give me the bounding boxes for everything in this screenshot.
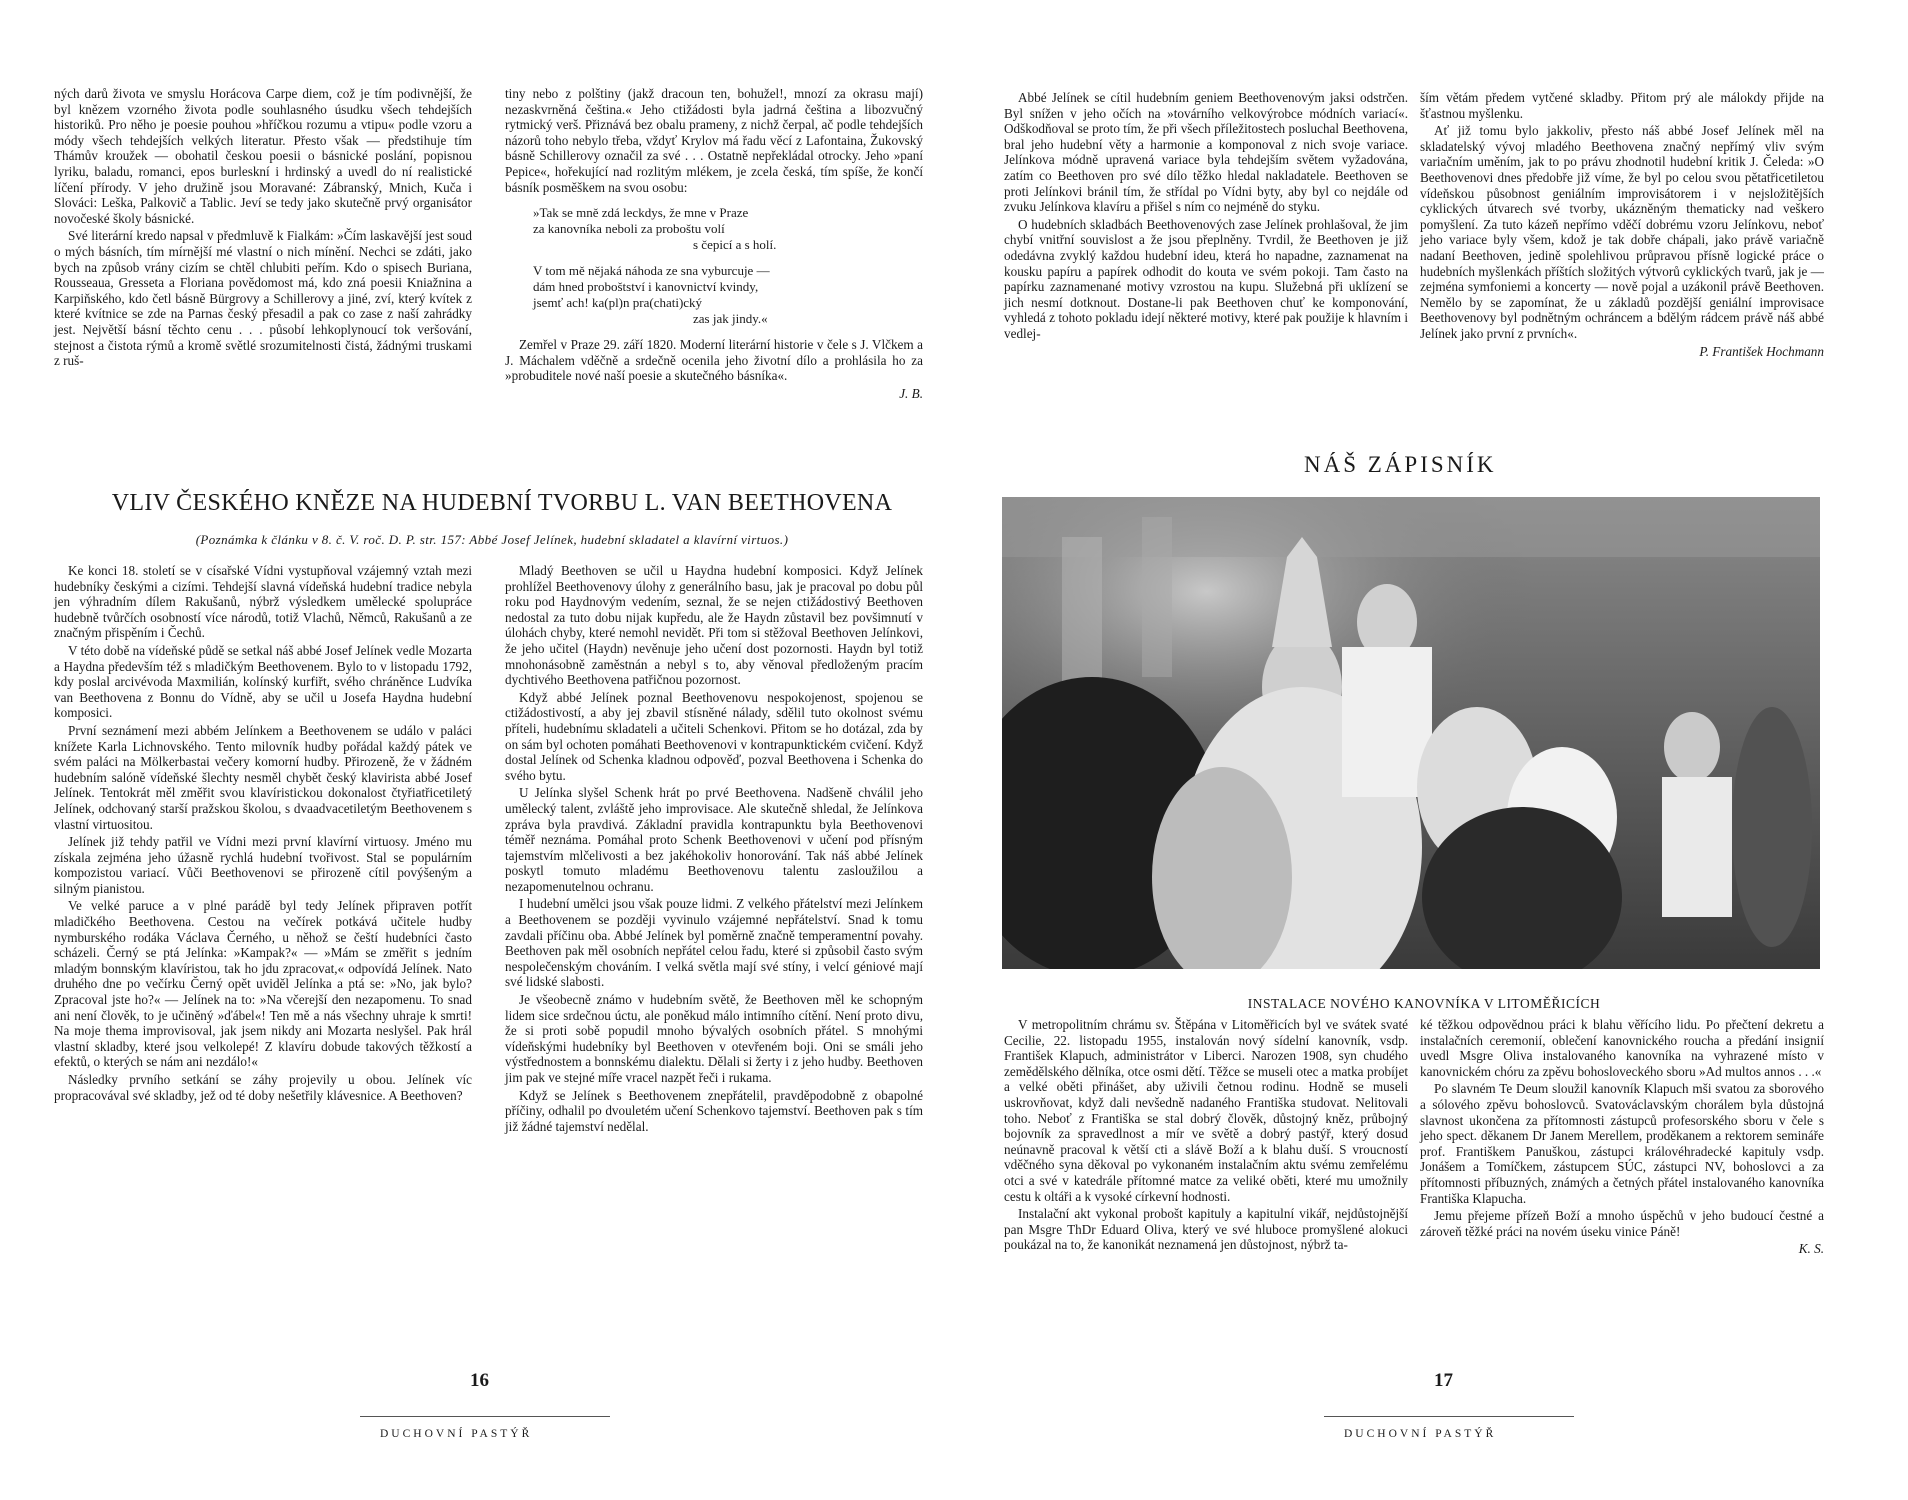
footer-rule (360, 1416, 610, 1417)
paragraph: Své literární kredo napsal v předmluvě k Fialkám: »Čím laskavější jest soud o mých básních, tím mírnější mé vlastní o nich mínění. Nechci se zdáti, jako bych na způsob vrány cizím se chtěl chlubiti peřím. Kdo o spisech Buriana, Rousseaua, Gresseta a Floriana povědomost má, kdo zná poesii Kniažnina a Karpiňského, kdo četl básně Bürgrovy a Schillerovy a jiné, zví, který kvítek z které kvítnice se zde na Parnas český přesadil a pak co zase z naší zahrádky jest. Největší básní těchto cenu . . . působí lehkoplynoucí tok veršování, stejnost a čistota rýmů a kromě světlé srozumitelnosti čistá, žádnými truskami z ruš- (54, 228, 472, 369)
paragraph: Po slavném Te Deum sloužil kanovník Klapuch mši svatou za sborového a sólového zpěvu bohoslovců. Svatováclavským chorálem byla důstojná slavnost ukončena za přítomnosti zástupců profesorského sboru v čele s jeho spect. děkanem Dr Janem Merellem, proděkanem a rektorem semináře prof. Františkem Panuškou, zástupci královéhradecké kapituly vsdp. Jonášem a Tomíčkem, zástupcem SÚC, zástupci NV, bohoslovci a za přítomnosti příbuzných, známých a četných přátel instalovaného kanovníka Františka Klapucha. (1420, 1081, 1824, 1206)
signature: K. S. (1798, 1241, 1824, 1257)
paragraph: V této době na vídeňské půdě se setkal náš abbé Josef Jelínek vedle Mozarta a Haydna především též s mladičkým Beethovenem. Bylo to v listopadu 1792, kdy poslal arcivévoda Maxmilián, kolínský kurfiřt, svého chráněnce Ludvíka van Beethovena z Bonnu do Vídně, aby se učil u Josefa Haydna hudební komposici. (54, 642, 472, 721)
article-subtitle: (Poznámka k článku v 8. č. V. roč. D. P. str. 157: Abbé Josef Jelínek, hudební skladatel a klavírní virtuos.) (195, 532, 789, 547)
paragraph: První seznámení mezi abbém Jelínkem a Beethovenem se událo v paláci knížete Karla Lichnovského. Tento milovník hudby pořádal každý pátek ve svém paláci na Mölkerbastai večery komorní hudby. Přirozeně, že v žádném hudebním salóně vídeňské šlechty nesměl chybět český klavirista abbé Josef Jelínek. Tentokrát měl změřit svou klavíristickou dokonalost čtyřiatřicetiletý Jelínek, odchovaný starší pražskou školou, s dvaadvacetiletým Beethovenem s vlastní virtuositou. (54, 722, 472, 832)
top-column-1 (1004, 90, 1408, 344)
footer-title: DUCHOVNÍ PASTÝŘ (1344, 1428, 1497, 1440)
signature: J. B. (899, 385, 923, 401)
ceremony-photo (1002, 497, 1820, 969)
footer-title: DUCHOVNÍ PASTÝŘ (380, 1428, 533, 1440)
poem-line: »Tak se mně zdá leckdys, že mne v Praze (533, 205, 749, 221)
paragraph: ším větám předem vytčené skladby. Přitom prý ale málokdy přijde na šťastnou myšlenku. (1420, 90, 1824, 121)
top-column-1 (54, 86, 472, 371)
paragraph: Když abbé Jelínek poznal Beethovenovu nespokojenost, spojenou se ctižádostivostí, a aby jej zbavil stísněné nálady, sdělil tuto okolnost svému příteli, hudebnímu skladateli a učiteli Schenkovi. Přitom se ho dotázal, zda by on sám byl ochoten pomáhati Beethovenovi v kontrapunktickém cvičení. Když dostal Jelínek od Schenka kladnou odpověď, pozval Beethovena i Schenka do svého bytu. (505, 689, 923, 783)
paragraph: Je všeobecně známo v hudebním světě, že Beethoven měl ke schopným lidem sice srdečnou úctu, ale poněkud málo intimního cítění. Není proto divu, že si proti sobě popudil mnoho bývalých osobních přátel. S mnohými vídeňskými hudebníky byl Beethoven v otevřeném boji. Oni se smáli jeho výstřednostem a bonnskému dialektu. Dělali si žerty i z jeho hudby. Beethoven jim pak ve stejné míře vracel nazpět řeči i rukama. (505, 992, 923, 1085)
poem-line: za kanovníka neboli za proboštu volí (533, 221, 725, 237)
paragraph: tiny nebo z polštiny (jakž dracoun ten, bohužel!, mnozí za okrasu mají) nezaskvrněná čeština.« Jeho ctižádosti byla jadrná čeština a libozvučný rytmický verš. Přiznává bez obalu prameny, z nichž čerpal, ač podle tehdejších názorů toho nebylo třeba, vždyť Krylov má řadu věcí z Lafontaina, Žukovský básně Schillerovy označil za své . . . Ostatně nepřekládal otrocky. Jeho »paní Pepice«, hořekující nad rozlitým mlékem, je zcela česká, tím spíše, že končí básník posměškem na svou osobu: (505, 86, 923, 195)
paragraph: Zemřel v Praze 29. září 1820. Moderní literární historie v čele s J. Vlčkem a J. Máchalem vděčně a srdečně ocenila jeho životní dílo a prohlásila ho za »probuditele nové naší poesie a skutečného básníka«. (505, 337, 923, 384)
paragraph: U Jelínka slyšel Schenk hrát po prvé Beethovena. Nadšeně chválil jeho umělecký talent, zvláště jeho improvisace. Ale skutečně shledal, že Jelínkova zpráva byla pravdivá. Základní pravidla kontrapunktu byla Beethovenovi téměř neznáma. Pomáhal proto Schenk Beethovenovi v učení pod přísným tajemstvím mlčelivosti a bez jakéhokoliv honorování. Tak náš abbé Jelínek poskytl tomuto mladému Beethovenovu talentu zasloužilou a nezapomenutelnou ochranu. (505, 785, 923, 894)
poem-line: jsemť ach! ka(pl)n pra(chati)cký (533, 295, 703, 311)
photo-caption: INSTALACE NOVÉHO KANOVNÍKA V LITOMĚŘICÍCH (1247, 996, 1601, 1011)
top-column-2 (505, 86, 923, 404)
paragraph: Instalační akt vykonal probošt kapituly a kapitulní vikář, nejdůstojnější pan Msgre ThDr Eduard Oliva, který ve své hluboce promyšlené alokuci poukázal na to, že kanonikát neznamená jen důstojnost, nýbrž ta- (1004, 1206, 1408, 1253)
ceremony-photo-image (1002, 497, 1820, 969)
page-number: 17 (1434, 1370, 1453, 1391)
paragraph: ných darů života ve smyslu Horácova Carpe diem, což je tím podivnější, že byl knězem vzorného života podle souhlasného úsudku všech tehdejších historiků. Pro něho je poesie pouhou »hříčkou rozumu a vtipu« podle vzoru a módy všech tehdejších velkých literatur. Přesto však — předstihuje tím Thámův kroužek — obohatil českou poesii o básnické poslání, popisnou lyriku, baladu, romanci, epos burleskní i hrdinský a uvedl do ní realistické líčení přírody. V jeho družině jsou Moravané: Zábranský, Mnich, Kuča i Slováci: Leška, Palkovič a Tablic. Jeví se tedy jako skutečně prvý organisátor novočeské školy básnické. (54, 86, 472, 226)
poem-line: s čepicí a s holí. (693, 237, 777, 253)
bottom-column-2 (1420, 1017, 1824, 1259)
paragraph: Ve velké paruce a v plné parádě byl tedy Jelínek připraven potřít mladičkého Beethovena. Cestou na večírek potkává učitele hudby nymburského rodáka Václava Černého, u něhož se čeští hudebníci často scházeli. Černý se ptá Jelínka: »Kampak?« — »Mám se změřit s jedním mladým bonnským klavíristou, tak ho jdu zpracovat,« odpovídá Jelínek. Nato druhého dne po večírku Černý opět uviděl Jelínka a ptá se: »No, jak bylo? Zpracoval jste ho?« — Jelínek na to: »Na včerejší den nezapomenu. To snad ani není člověk, to je učiněný »ďábel«! Ten mě a nás všechny uhraje k smrti! Na moje thema improvisoval, jak jsem nikdy ani Mozarta neslyšel. Pak hrál vlastní skladby, které jsou velkolepé! Z klavíru dobude takových těžkostí a efektů, o kterých se nám ani nezdálo!« (54, 898, 472, 1070)
paragraph: Ke konci 18. století se v císařské Vídni vystupňoval vzájemný vztah mezi hudebníky českými a cizími. Tehdejší slavná vídeňská hudební tradice nebyla jen výhradním dílem Rakušanů, nýbrž výsledkem umělecké spolupráce hudebně tvůrčích osobností více národů, totiž Vlachů, Němců, Rakušanů a ze značným přispěním i Čechů. (54, 563, 472, 641)
section-heading: NÁŠ ZÁPISNÍK (1304, 452, 1497, 477)
article-column-2 (505, 563, 923, 1136)
poem-line: zas jak jindy.« (693, 311, 768, 327)
paragraph: I hudební umělci jsou však pouze lidmi. Z velkého přátelství mezi Jelínkem a Beethovenem se později vyvinulo vzájemné nepřátelství. Snad k tomu zavdali příčinu oba. Abbé Jelínek byl poměrně značně temperamentní povahy. Beethoven pak měl osobních nepřátel celou řadu, které si způsobil často svým nespolečenským chováním. I velká světla mají své stíny, i velcí géniové mají své lidské slabosti. (505, 896, 923, 990)
paragraph: Mladý Beethoven se učil u Haydna hudební komposici. Když Jelínek prohlížel Beethovenovy úlohy z generálního basu, jak je pracoval po dobu půl roku pod Haydnovým vedením, seznal, že se nejen ctižádostivý Beethoven nedostal za tuto dobu nijak kupředu, ale že Haydn zůstavil bez povšimnutí v úlohách chyby, které nemohl nevidět. Při tom si stěžoval Beethoven Jelínkovi, že jeho učitel (Haydn) nevěnuje jeho učení dost pozornosti. Haydn byl totiž mnohonásobně zaměstnán a nebyl s to, aby věnoval předloženým pracím dychtivého Beethovena patřičnou pozornost. (505, 563, 923, 688)
paragraph: Následky prvního setkání se záhy projevily u obou. Jelínek víc propracovával své skladby, jež od té doby nešetřily klávesnice. A Beethoven? (54, 1072, 472, 1103)
poem-line: V tom mě nějaká náhoda ze sna vyburcuje — (533, 263, 770, 279)
paragraph: ké těžkou odpovědnou práci k blahu věřícího lidu. Po přečtení dekretu a instalačních ceremonií, oblečení kanovnického roucha a předání insignií uvedl Msgre Oliva instalovaného kanovníka na vyhrazené místo v kanovnickém chóru za zpěvu bohosloveckého sboru »Ad multos annos . . .« (1420, 1017, 1824, 1079)
paragraph: Jemu přejeme přízeň Boží a mnoho úspěchů v jeho budoucí čestné a zároveň těžké práci na novém úseku vinice Páně! (1420, 1208, 1824, 1239)
poem-line: dám hned proboštství i kanovnictví kvindy, (533, 279, 759, 295)
page-17 (954, 0, 1908, 1500)
top-column-2 (1420, 90, 1824, 361)
poem (533, 205, 923, 327)
paragraph: O hudebních skladbách Beethovenových zase Jelínek prohlašoval, že jim chybí vnitřní souvislost a že jsou přeplněny. Tvrdil, že Beethoven je již odedávna zvyklý každou hudební ideu, která ho napadne, zaznamenat na kousku papíru a papírek odhodit do kouta ve svém pokoji. Tam často na papírku zaznamenané motivy vzrostou na kupu. Služebná při uklízení se jich nesmí dotknout. Dostane-li pak Beethoven chuť ke komponování, vyhledá z tohoto pokladu idejí některé motivy, které pak použije k hlavním i vedlej- (1004, 216, 1408, 341)
footer-rule (1324, 1416, 1574, 1417)
signature: P. František Hochmann (1699, 343, 1824, 359)
article-column-1 (54, 563, 472, 1105)
paragraph: Ať již tomu bylo jakkoliv, přesto náš abbé Josef Jelínek měl na skladatelský vývoj mladého Beethovena značný nepřímý vliv svým variačním uměním, jak to po právu zhodnotil hudební kritik J. Čeleda: »O Beethovenovi dnes předobře již víme, že byl po celou svou pětatřicetiletou vídeňskou působnost geniálním improvisátorem i v nejsložitějších cyklických útvarech své tvorby, ukázněným thematicky nad veškero pomyšlení. Za tuto kázeň nepřímo vděčí dobrému vzoru Jelínkovu, neboť jeho variace byly všem, kdož je tak dobře chápali, jako právě variačně nadaní Beethoven, jedině spolehlivou průpravou přísně logické práce o hudebních myšlenkách příštích složitých výtvorů cyklických tvarů, jak je — zejména symfoniemi a koncerty — nově pojal a uzákonil právě Beethoven. Nemělo by se zapomínat, že u základů pozdější geniální improvisace Beethovenovy byl podnětným ochráncem a bdělým rádcem právě náš abbé Jelínek jako první z prvních«. (1420, 123, 1824, 341)
paragraph: V metropolitním chrámu sv. Štěpána v Litoměřicích byl ve svátek svaté Cecilie, 22. listopadu 1955, instalován nový sídelní kanovník, vsdp. František Klapuch, administrátor v Liberci. Narozen 1908, syn chudého zemědělského dělníka, otce osmi dětí. Těžce se museli otec a matka probíjet a velké oběti přinášet, aby uživili četnou rodinu. Hodně se museli uskrovňovat, když dali nevšedně nadaného Františka studovat. Nelitovali toho. Neboť z Františka se stal dobrý člověk, důstojný kněz, průbojný bojovník za spravedlnost a mír ve světě a dobrý pastýř, který dosud neúnavně pracoval k větší cti a slávě Boží a k blahu duší. S vroucností vděčného syna děkoval po vykonaném instalačním aktu svému zemřelému otci a své v katedrále přítomné matce za veliké oběti, které mu umožnily cestu k oltáři a k vysoké církevní hodnosti. (1004, 1017, 1408, 1204)
article-title: VLIV ČESKÉHO KNĚZE NA HUDEBNÍ TVORBU L. VAN BEETHOVENA (111, 490, 893, 516)
page-number: 16 (470, 1370, 489, 1391)
paragraph: Jelínek již tehdy patřil ve Vídni mezi první klavírní virtuosy. Jméno mu získala zejména jeho úžasně rychlá hudební tvořivost. Stal se populárním kompozistou variací. Vůči Beethovenovi se přirozeně cítil povýšeným a silným pianistou. (54, 834, 472, 896)
paragraph: Když se Jelínek s Beethovenem znepřátelil, pravděpodobně z obapolné příčiny, odhalil po dvouletém učení Schenkovo tajemství. Beethoven pak s tím již žádné tajemství nedělal. (505, 1087, 923, 1134)
bottom-column-1 (1004, 1017, 1408, 1255)
paragraph: Abbé Jelínek se cítil hudebním geniem Beethovenovým jaksi odstrčen. Byl snížen v jeho očích na »továrního velkovýrobce módních variací«. Odškodňoval se proto tím, že při všech příležitostech posluchal Beethovena, bral jeho hudební věty a harmonie a komponoval z nich svoje variace. Jelínkova módně upravená variace byla tehdejším světem vyžadována, zatím co Beethoven pro své dílo těžko hledal nakladatele. Beethoven se proti Jelínkovi bránil tím, že střídal po Vídni byty, aby byl co nejdále od zvuku Jelínkova klavíru a přišel s ním co nejméně do styku. (1004, 90, 1408, 215)
